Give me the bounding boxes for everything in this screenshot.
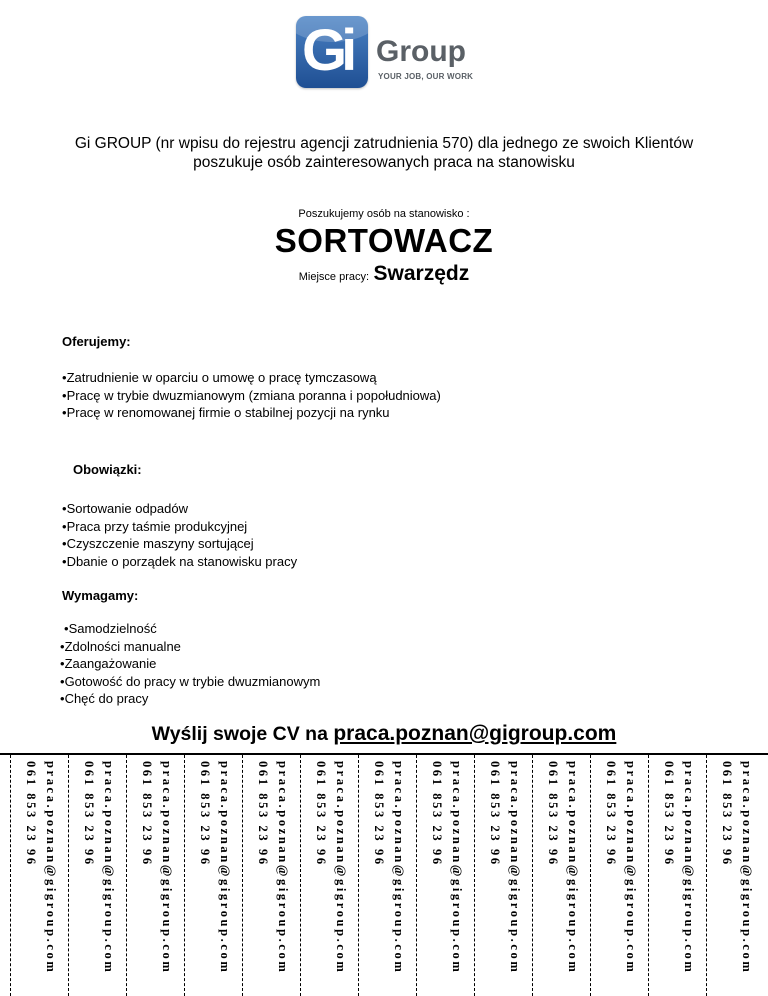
list-item: • Dbanie o porządek na stanowisku pracy xyxy=(62,553,297,571)
tear-off-email: praca.poznan@gigroup.com xyxy=(450,761,464,975)
requirements-list xyxy=(60,620,320,708)
logo-name: Group xyxy=(376,35,466,68)
requirements-title: Wymagamy: xyxy=(62,588,139,603)
seeking-label: Poszukujemy osób na stanowisko : xyxy=(298,208,470,220)
tear-off-strip[interactable] xyxy=(300,755,358,996)
list-item: • Gotowość do pracy w trybie dwuzmianowym xyxy=(60,673,320,691)
intro-text xyxy=(0,134,768,172)
logo-tagline: YOUR JOB, OUR WORK xyxy=(378,72,474,81)
tear-off-email: praca.poznan@gigroup.com xyxy=(682,761,696,975)
tear-off-phone: 061 853 23 96 xyxy=(140,761,154,867)
offer-title: Oferujemy: xyxy=(62,334,131,349)
tear-off-contact xyxy=(369,761,409,974)
tear-off-strip[interactable] xyxy=(648,755,706,996)
list-item: • Zatrudnienie w oparciu o umowę o pracę tymczasową xyxy=(62,369,441,387)
list-item: • Samodzielność xyxy=(60,620,320,638)
tear-off-phone: 061 853 23 96 xyxy=(720,761,734,867)
logo-mark-text: Gi xyxy=(302,18,352,83)
cta-text: Wyślij swoje CV na xyxy=(151,723,334,745)
tear-off-contact xyxy=(79,761,119,974)
list-item: • Chęć do pracy xyxy=(60,690,320,708)
offer-list xyxy=(62,369,441,422)
tear-off-contact xyxy=(659,761,699,974)
gi-group-logo xyxy=(296,16,486,88)
tear-off-edge xyxy=(0,755,10,996)
intro-line-2: poszukuje osób zainteresowanych praca na stanowisku xyxy=(193,154,575,171)
list-item: • Zdolności manualne xyxy=(60,638,320,656)
tear-off-strip[interactable] xyxy=(184,755,242,996)
tear-off-contact xyxy=(543,761,583,974)
tear-off-strip[interactable] xyxy=(68,755,126,996)
list-item: • Praca przy taśmie produkcyjnej xyxy=(62,518,297,536)
tear-off-strips xyxy=(0,753,768,996)
list-item: • Sortowanie odpadów xyxy=(62,500,297,518)
tear-off-strip[interactable] xyxy=(126,755,184,996)
tear-off-strip[interactable] xyxy=(358,755,416,996)
tear-off-email: praca.poznan@gigroup.com xyxy=(44,761,58,975)
tear-off-phone: 061 853 23 96 xyxy=(314,761,328,867)
tear-off-contact xyxy=(195,761,235,974)
tear-off-contact xyxy=(485,761,525,974)
tear-off-phone: 061 853 23 96 xyxy=(372,761,386,867)
tear-off-email: praca.poznan@gigroup.com xyxy=(508,761,522,975)
tear-off-email: praca.poznan@gigroup.com xyxy=(740,761,754,975)
tear-off-contact xyxy=(601,761,641,974)
list-item: • Pracę w trybie dwuzmianowym (zmiana poranna i popołudniowa) xyxy=(62,387,441,405)
logo-mark xyxy=(296,16,368,88)
send-cv-call-to-action xyxy=(0,722,768,746)
tear-off-email: praca.poznan@gigroup.com xyxy=(334,761,348,975)
tear-off-email: praca.poznan@gigroup.com xyxy=(624,761,638,975)
tear-off-email: praca.poznan@gigroup.com xyxy=(218,761,232,975)
tear-off-strip[interactable] xyxy=(532,755,590,996)
tear-off-strip[interactable] xyxy=(10,755,68,996)
tear-off-phone: 061 853 23 96 xyxy=(546,761,560,867)
tear-off-strip[interactable] xyxy=(242,755,300,996)
tear-off-phone: 061 853 23 96 xyxy=(256,761,270,867)
tear-off-email: praca.poznan@gigroup.com xyxy=(160,761,174,975)
tear-off-contact xyxy=(253,761,293,974)
tear-off-strip[interactable] xyxy=(416,755,474,996)
tear-off-phone: 061 853 23 96 xyxy=(24,761,38,867)
tear-off-contact xyxy=(137,761,177,974)
tear-off-phone: 061 853 23 96 xyxy=(430,761,444,867)
tear-off-strip[interactable] xyxy=(474,755,532,996)
tear-off-email: praca.poznan@gigroup.com xyxy=(392,761,406,975)
tear-off-contact xyxy=(717,761,757,974)
tear-off-email: praca.poznan@gigroup.com xyxy=(276,761,290,975)
list-item: • Pracę w renomowanej firmie o stabilnej pozycji na rynku xyxy=(62,404,441,422)
duties-title: Obowiązki: xyxy=(73,462,142,477)
tear-off-email: praca.poznan@gigroup.com xyxy=(102,761,116,975)
tear-off-phone: 061 853 23 96 xyxy=(604,761,618,867)
tear-off-contact xyxy=(427,761,467,974)
intro-line-1: Gi GROUP (nr wpisu do rejestru agencji zatrudnienia 570) dla jednego ze swoich Klientów xyxy=(74,135,694,152)
tear-off-phone: 061 853 23 96 xyxy=(488,761,502,867)
position-title: SORTOWACZ xyxy=(274,222,494,259)
tear-off-strip[interactable] xyxy=(706,755,764,996)
duties-list xyxy=(62,500,297,570)
tear-off-phone: 061 853 23 96 xyxy=(662,761,676,867)
work-place-value: Swarzędz xyxy=(373,262,470,285)
list-item: • Zaangażowanie xyxy=(60,655,320,673)
tear-off-contact xyxy=(311,761,351,974)
tear-off-contact xyxy=(21,761,61,974)
tear-off-email: praca.poznan@gigroup.com xyxy=(566,761,580,975)
list-item: • Czyszczenie maszyny sortującej xyxy=(62,535,297,553)
work-place-label: Miejsce pracy: xyxy=(298,271,370,283)
tear-off-strip[interactable] xyxy=(590,755,648,996)
cta-email-link[interactable]: praca.poznan@gigroup.com xyxy=(333,722,617,745)
work-place xyxy=(0,262,768,286)
tear-off-phone: 061 853 23 96 xyxy=(82,761,96,867)
tear-off-phone: 061 853 23 96 xyxy=(198,761,212,867)
